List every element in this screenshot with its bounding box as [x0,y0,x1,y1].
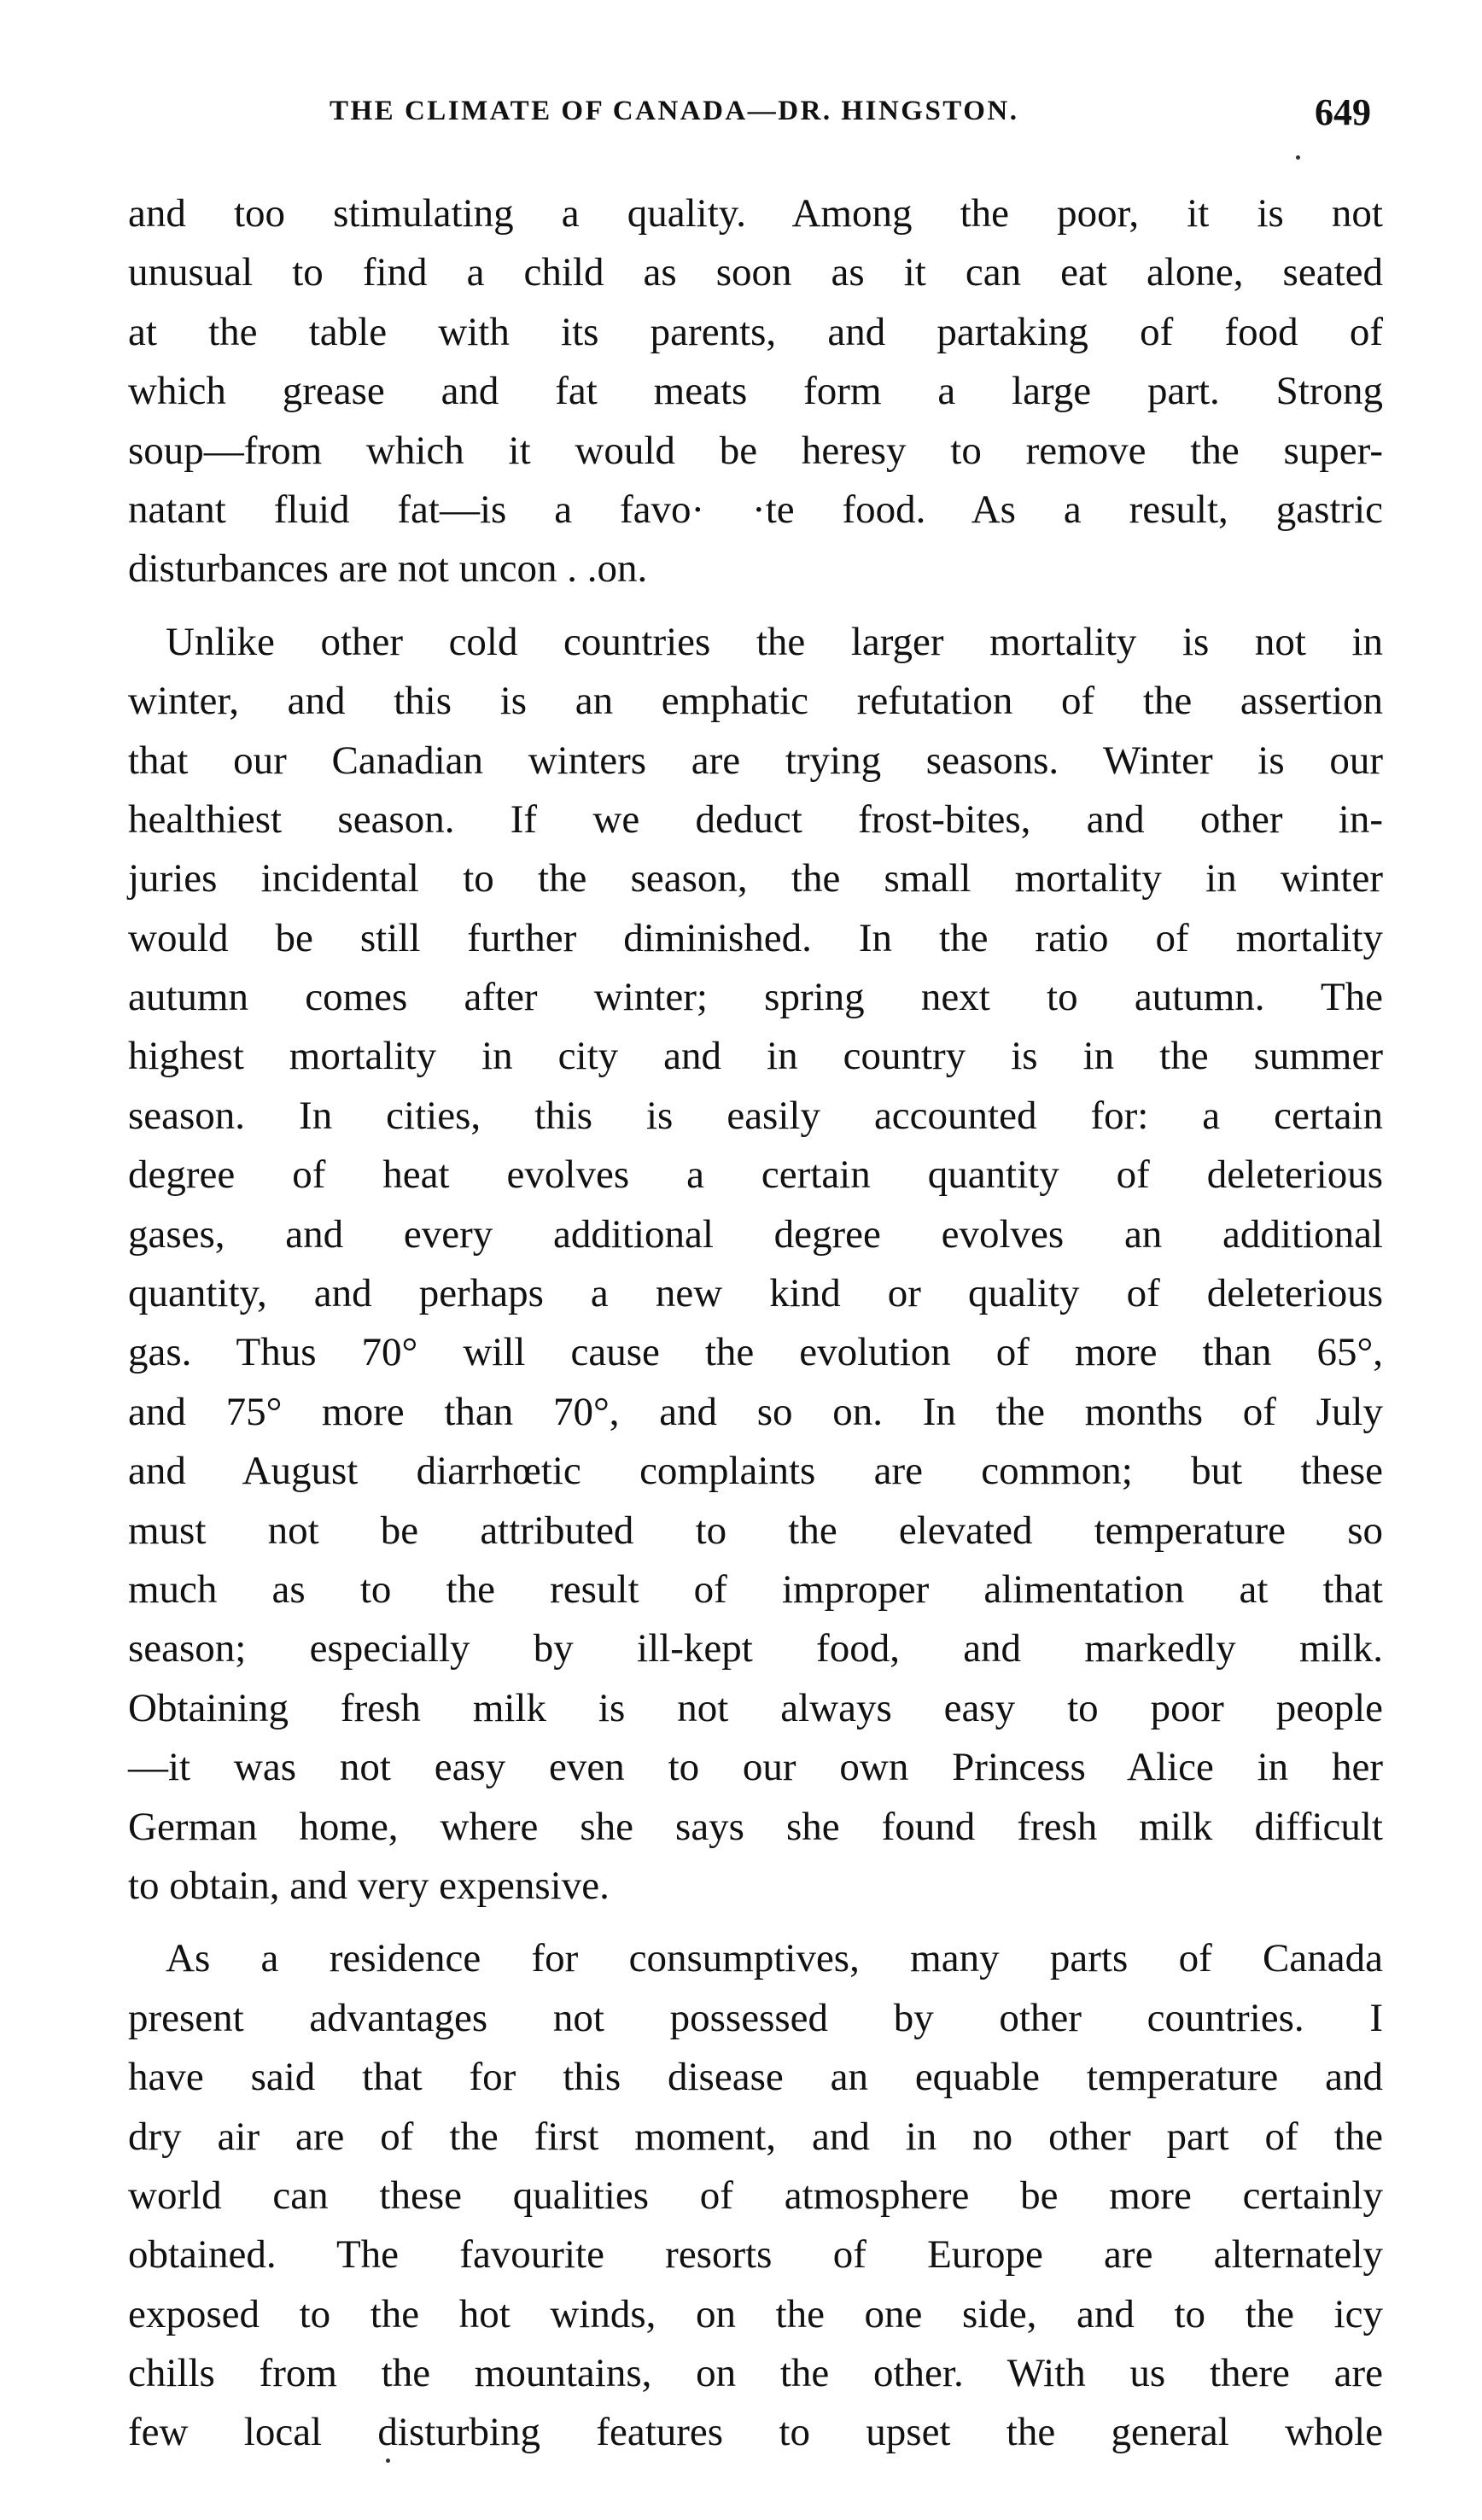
text-line: obtained. The favourite resorts of Europe are alternately [128,2232,1383,2278]
text-line: to obtain, and very expensive. [128,1863,610,1908]
text-line: highest mortality in city and in country is in the summer [128,1034,1383,1079]
running-title: THE CLIMATE OF CANADA—DR. HINGSTON. [330,96,1019,126]
text-line: disturbances are not uncon . .on. [128,546,648,592]
paragraph-3 [128,1929,1383,2463]
text-line: season; especially by ill-kept food, and markedly milk. [128,1626,1383,1671]
text-line: much as to the result of improper alimentation at that [128,1566,1383,1612]
text-line: dry air are of the first moment, and in no other part of the [128,2114,1383,2159]
text-line: natant fluid fat—is a favo· ·te food. As a result, gastric [128,487,1383,532]
text-line: season. In cities, this is easily accounted for: a certain [128,1093,1383,1138]
text-line: quantity, and perhaps a new kind or quality of deleterious [128,1271,1383,1316]
speck-mark [386,2459,390,2463]
text-line: gases, and every additional degree evolves an additional [128,1211,1383,1257]
text-line: gas. Thus 70° will cause the evolution of more than 65°, [128,1330,1383,1375]
text-line: unusual to find a child as soon as it can eat alone, seated [128,250,1383,295]
body-text [128,184,1383,2463]
text-line: degree of heat evolves a certain quantity of deleterious [128,1152,1383,1198]
paragraph-2 [128,613,1383,1916]
text-line: that our Canadian winters are trying seasons. Winter is our [128,738,1383,783]
text-line: and August diarrhœtic complaints are common; but these [128,1449,1383,1494]
text-line: autumn comes after winter; spring next to autumn. The [128,975,1383,1020]
text-line: world can these qualities of atmosphere be more certainly [128,2173,1383,2218]
text-line: exposed to the hot winds, on the one side, and to the icy [128,2291,1383,2336]
text-line: juries incidental to the season, the small mortality in winter [128,856,1383,901]
text-line: soup—from which it would be heresy to remove the super- [128,428,1383,473]
text-line: which grease and fat meats form a large part. Strong [128,369,1383,414]
text-line: winter, and this is an emphatic refutation of the assertion [128,679,1383,724]
text-line: and too stimulating a quality. Among the poor, it is not [128,191,1383,236]
text-line: chills from the mountains, on the other. With us there are [128,2351,1383,2396]
text-line: Unlike other cold countries the larger mortality is not in [166,619,1383,664]
text-line: As a residence for consumptives, many parts of Canada [166,1936,1383,1981]
text-line: must not be attributed to the elevated temperature so [128,1508,1383,1553]
text-line: and 75° more than 70°, and so on. In the months of July [128,1389,1383,1434]
text-line: Obtaining fresh milk is not always easy to poor people [128,1685,1383,1730]
text-line: healthiest season. If we deduct frost-bites, and other in- [128,796,1383,842]
paragraph-1 [128,184,1383,599]
running-head [128,91,1383,147]
text-line: present advantages not possessed by other countries. I [128,1995,1383,2040]
speck-mark [1296,155,1300,160]
text-line: at the table with its parents, and partaking of food of [128,309,1383,354]
text-line: have said that for this disease an equable temperature and [128,2055,1383,2100]
text-line: German home, where she says she found fresh milk difficult [128,1804,1383,1849]
text-line: would be still further diminished. In the ratio of mortality [128,915,1383,960]
page-number: 649 [1315,91,1371,133]
text-line: few local disturbing features to upset the general whole [128,2410,1383,2455]
text-line: —it was not easy even to our own Princess Alice in her [128,1745,1383,1790]
